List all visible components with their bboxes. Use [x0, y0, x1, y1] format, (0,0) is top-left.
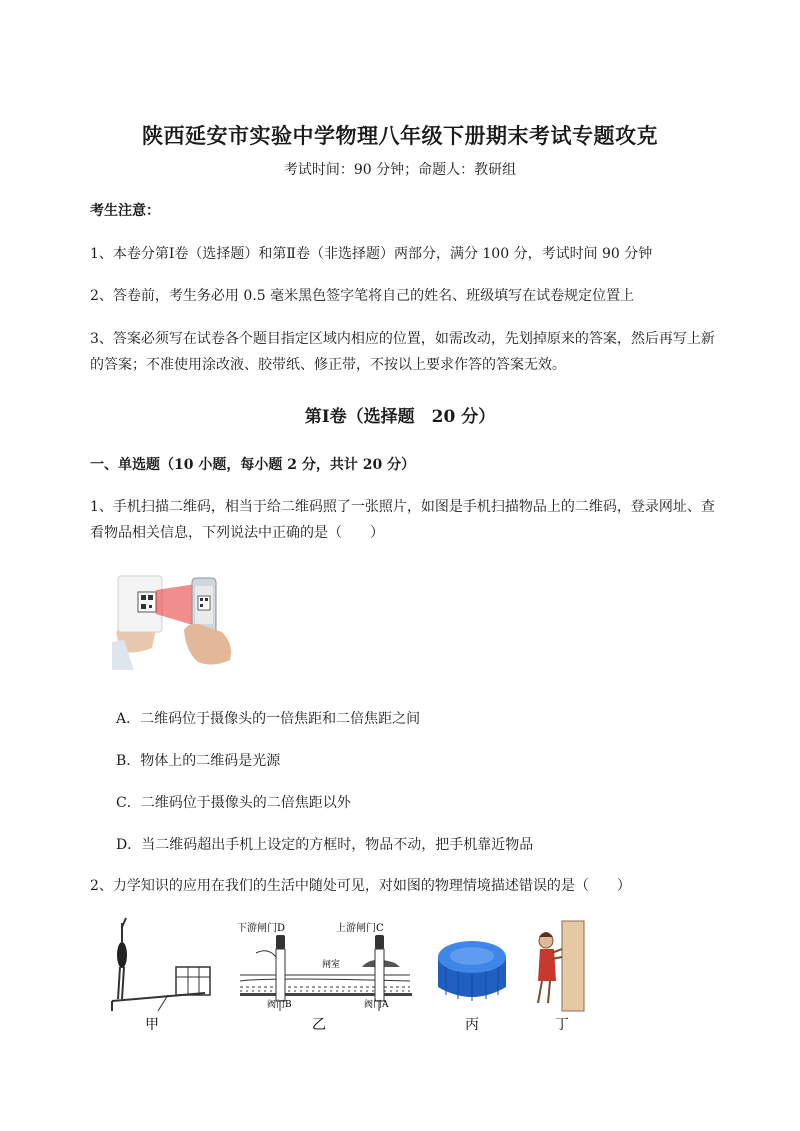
qr-scan-figure — [112, 570, 236, 670]
question-1-stem-continued: 看物品相关信息，下列说法中正确的是（ ） — [90, 525, 384, 541]
label-chamber: 闸室 — [322, 960, 341, 970]
diver-illustration — [112, 918, 210, 1011]
notice-heading: 考生注意： — [90, 203, 160, 219]
q1-option-b[interactable]: B．物体上的二维码是光源 — [116, 753, 281, 769]
bottle-cap-illustration — [438, 941, 506, 1001]
page-title: 陕西延安市实验中学物理八年级下册期末考试专题攻克 — [142, 123, 658, 148]
question-1-stem: 1、手机扫描二维码，相当于给二维码照了一张照片，如图是手机扫描物品上的二维码，登录网址、查 — [90, 499, 715, 515]
section-title: 第Ⅰ卷（选择题 20 分） — [304, 407, 496, 427]
label-valve-a: 阀门A — [364, 1000, 389, 1010]
label-valve-b: 阀门B — [267, 1000, 292, 1010]
question-2-stem: 2、力学知识的应用在我们的生活中随处可见，对如图的物理情境描述错误的是（ ） — [90, 878, 631, 894]
person-pushing-wall-illustration — [538, 921, 584, 1011]
label-ding: 丁 — [555, 1017, 569, 1033]
label-jia: 甲 — [145, 1017, 159, 1033]
q1-option-d[interactable]: D．当二维码超出手机上设定的方框时，物品不动，把手机靠近物品 — [116, 837, 534, 853]
q1-option-a[interactable]: A．二维码位于摄像头的一倍焦距和二倍焦距之间 — [116, 711, 421, 727]
notice-item-2: 2、答卷前，考生务必用 0.5 毫米黑色签字笔将自己的姓名、班级填写在试卷规定位置上 — [90, 288, 635, 304]
part-heading: 一、单选题（10 小题，每小题 2 分，共计 20 分） — [90, 457, 416, 473]
q2-figure — [100, 915, 600, 1040]
label-yi: 乙 — [312, 1017, 326, 1033]
notice-item-1: 1、本卷分第Ⅰ卷（选择题）和第Ⅱ卷（非选择题）两部分，满分 100 分，考试时间 90 分钟 — [90, 246, 653, 262]
label-bing: 丙 — [465, 1017, 479, 1033]
q1-option-c[interactable]: C．二维码位于摄像头的二倍焦距以外 — [116, 795, 351, 811]
exam-info: 考试时间：90 分钟；命题人：教研组 — [283, 162, 517, 178]
notice-item-3: 3、答案必须写在试卷各个题目指定区域内相应的位置，如需改动，先划掉原来的答案，然后再写上新 — [90, 331, 715, 347]
label-gate-c: 上游闸门C — [336, 923, 384, 934]
notice-item-3-continued: 的答案；不准使用涂改液、胶带纸、修正带，不按以上要求作答的答案无效。 — [90, 357, 566, 373]
label-gate-d: 下游闸门D — [237, 923, 286, 934]
